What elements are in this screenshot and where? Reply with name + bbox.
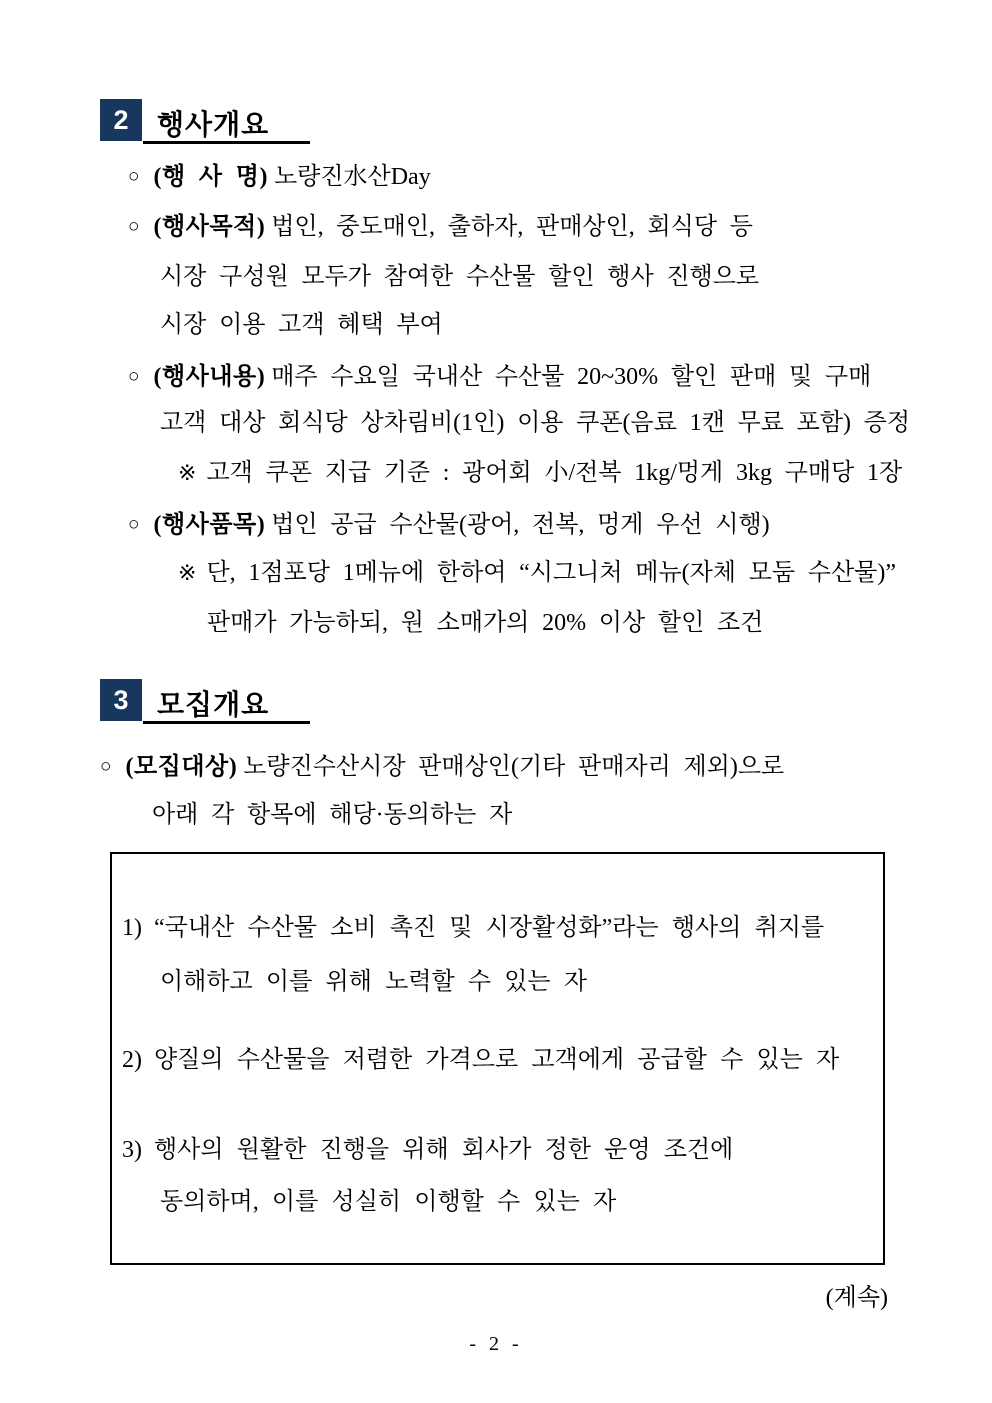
bullet-text: 매주 수요일 국내산 수산물 20~30% 할인 판매 및 구매: [271, 364, 872, 390]
bullet-text: 시장 이용 고객 혜택 부여: [160, 312, 443, 338]
criteria-item-1-line-1: [122, 912, 824, 944]
criteria-box: [110, 852, 885, 1265]
section-2-number-badge: 2: [100, 99, 142, 141]
circle-bullet-icon: ○: [128, 514, 140, 535]
section-3-header: [100, 679, 400, 723]
bullet-text: 노량진수산시장 판매상인(기타 판매자리 제외)으로: [243, 754, 785, 780]
criteria-item-2-line-1: [122, 1044, 839, 1076]
bullet-text: 노량진水산Day: [273, 164, 431, 190]
bullet-text: 시장 구성원 모두가 참여한 수산물 할인 행사 진행으로: [160, 264, 760, 290]
note-text: 판매가 가능하되, 원 소매가의 20% 이상 할인 조건: [207, 610, 764, 636]
bullet-label: (행 사 명): [153, 164, 268, 190]
bullet-label: (모집대상): [125, 754, 238, 780]
bullet-label: (행사목적): [153, 214, 266, 240]
section-3-title: 모집개요: [157, 689, 270, 720]
bullet-event-name: [128, 161, 431, 193]
bullet-text: 아래 각 항목에 해당·동의하는 자: [152, 802, 513, 828]
bullet-label: (행사내용): [153, 364, 266, 390]
item-number: 3): [122, 1137, 142, 1163]
note-text: 단, 1점포당 1메뉴에 한하여 “시그니처 메뉴(자체 모둠 수산물)”: [206, 560, 896, 586]
circle-bullet-icon: ○: [128, 216, 140, 237]
bullet-event-content: [128, 361, 871, 393]
continued-label: (계속): [825, 1285, 888, 1311]
circle-bullet-icon: ○: [128, 166, 140, 187]
item-text: 행사의 원활한 진행을 위해 회사가 정한 운영 조건에: [154, 1137, 734, 1163]
purpose-continuation-2: [160, 309, 443, 341]
bullet-recruit-target: [100, 751, 784, 783]
reference-mark-icon: ※: [178, 560, 197, 585]
page-number: - 2 -: [469, 1333, 523, 1355]
item-number: 2): [122, 1047, 142, 1073]
section-3-number-badge: 3: [100, 679, 142, 721]
section-2-underline: [143, 141, 310, 144]
note-text: 고객 쿠폰 지급 기준 : 광어회 小/전복 1kg/멍게 3kg 구매당 1장: [206, 460, 903, 486]
bullet-text: 법인, 중도매인, 출하자, 판매상인, 회식당 등: [271, 214, 753, 240]
circle-bullet-icon: ○: [100, 756, 112, 777]
bullet-text: 법인 공급 수산물(광어, 전복, 멍게 우선 시행): [271, 512, 770, 538]
item-text: “국내산 수산물 소비 촉진 및 시장활성화”라는 행사의 취지를: [154, 915, 825, 941]
content-continuation: [160, 407, 910, 439]
circle-bullet-icon: ○: [128, 366, 140, 387]
bullet-event-items: [128, 509, 770, 541]
criteria-item-3-line-2: [160, 1186, 616, 1218]
bullet-label: (행사품목): [153, 512, 266, 538]
item-text: 동의하며, 이를 성실히 이행할 수 있는 자: [160, 1189, 617, 1215]
purpose-continuation-1: [160, 261, 759, 293]
bullet-event-purpose: [128, 211, 753, 243]
section-2-header: [100, 99, 400, 143]
item-text: 이해하고 이를 위해 노력할 수 있는 자: [160, 969, 587, 995]
reference-mark-icon: ※: [178, 460, 197, 485]
criteria-item-3-line-1: [122, 1134, 733, 1166]
section-2-title: 행사개요: [157, 109, 270, 140]
bullet-text: 고객 대상 회식당 상차림비(1인) 이용 쿠폰(음료 1캔 무료 포함) 증정: [160, 410, 911, 436]
content-note: [178, 457, 902, 489]
item-number: 1): [122, 915, 142, 941]
section-3-underline: [143, 721, 310, 724]
items-note: [178, 557, 896, 589]
item-text: 양질의 수산물을 저렴한 가격으로 고객에게 공급할 수 있는 자: [154, 1047, 840, 1073]
target-continuation: [152, 799, 512, 831]
criteria-item-1-line-2: [160, 966, 587, 998]
items-note-continuation: [207, 607, 763, 639]
